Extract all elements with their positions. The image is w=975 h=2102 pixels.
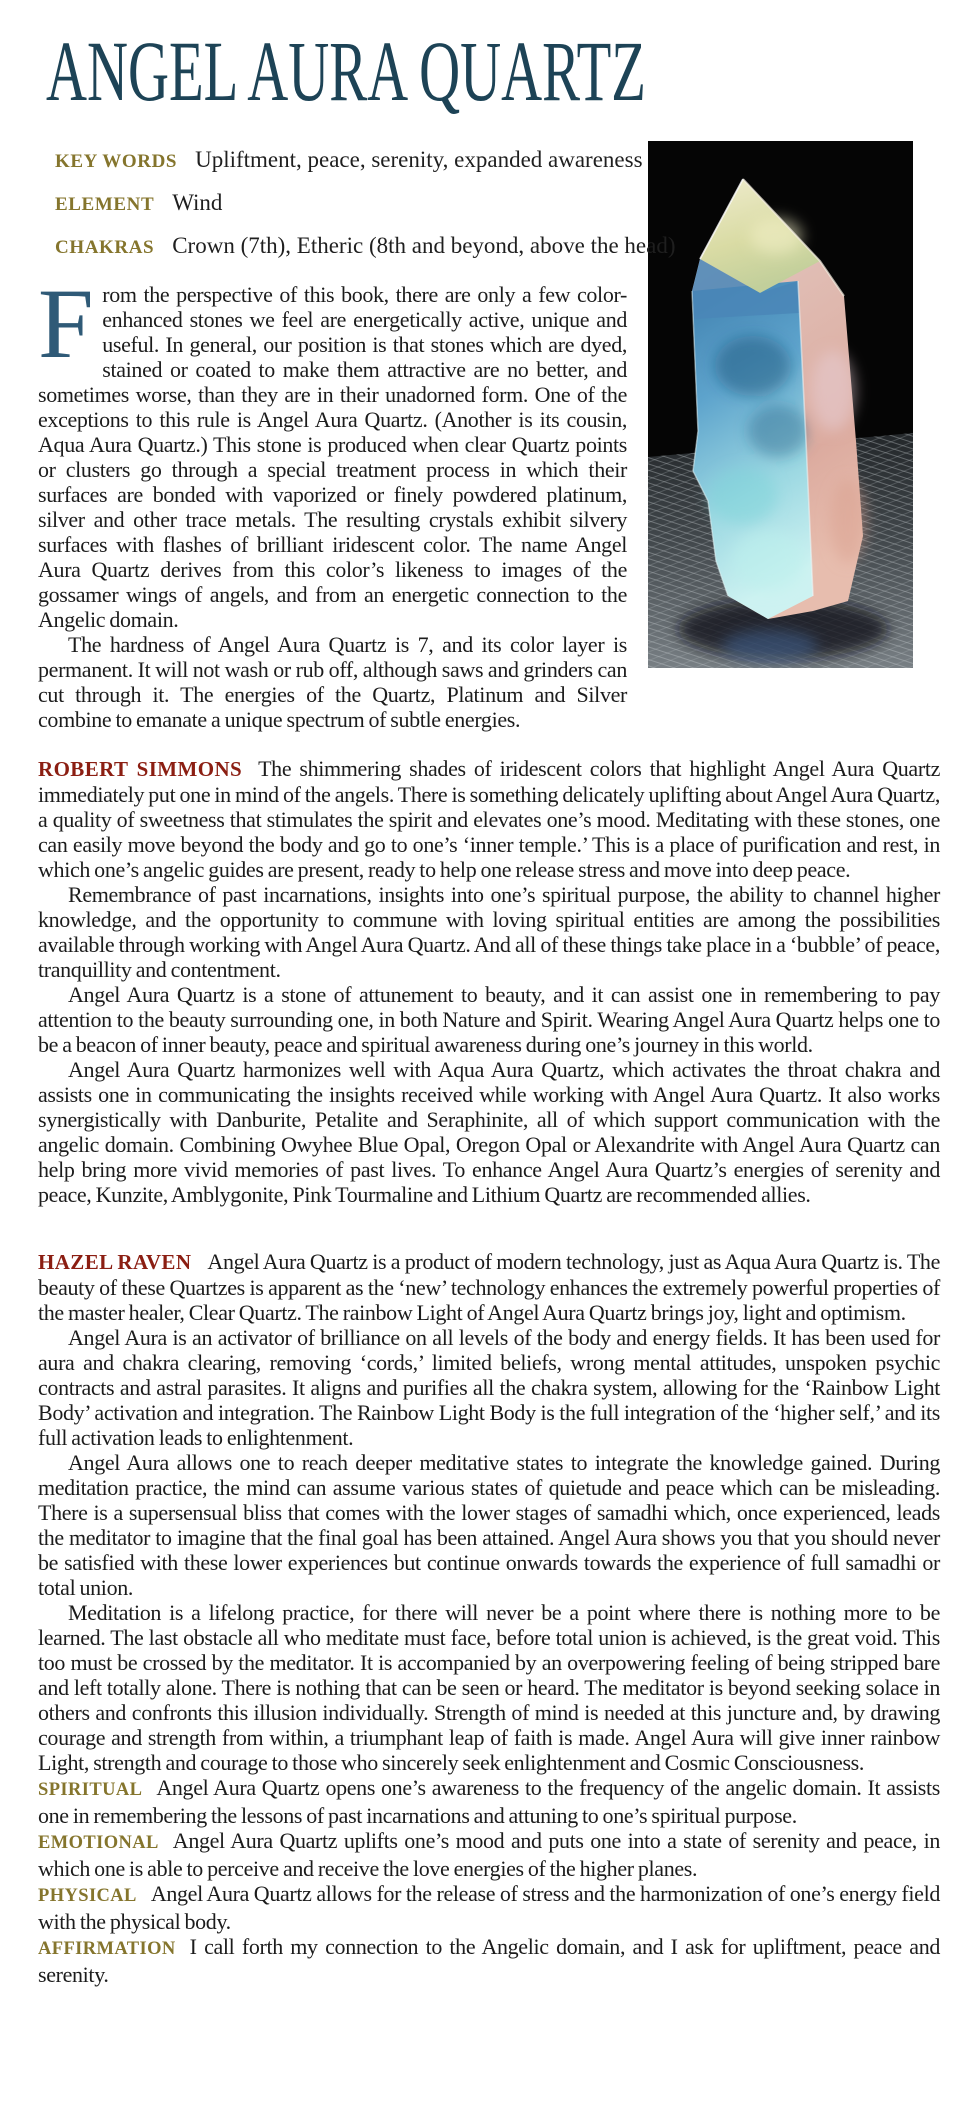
- raven-paragraph-1-text: Angel Aura Quartz is a product of modern technology, just as Aqua Aura Quartz is. The beauty of these Quartzes is apparent as the ‘new’ technology enhances the extremely powerful properties of the master healer, Clear Quartz. The rainbow Light of Angel Aura Quartz brings joy, light and optimism.: [38, 1249, 940, 1326]
- crystal-photo-art: [648, 141, 913, 668]
- property-label: CHAKRAS: [55, 237, 155, 259]
- raven-paragraph-3: Angel Aura allows one to reach deeper meditative states to integrate the knowledge gained. During meditation practice, the mind can assume various states of quietude and peace which can be misleading. There is a supersensual bliss that comes with the lower stages of samadhi which, once experienced, leads the meditator to imagine that the final goal has been attained. Angel Aura shows you that you should never be satisfied with these lower experiences but continue onwards towards the experience of full samadhi or total union.: [38, 1450, 940, 1601]
- property-value: Upliftment, peace, serenity, expanded awareness: [195, 147, 643, 173]
- attribute-label-spiritual: SPIRITUAL: [38, 1780, 143, 1801]
- drop-cap: F: [38, 268, 94, 380]
- crystal-photo: [648, 141, 913, 668]
- raven-paragraph-1: [38, 1249, 940, 1325]
- emotional-paragraph: [38, 1828, 940, 1881]
- simmons-paragraph-4: Angel Aura Quartz harmonizes well with Aqua Aura Quartz, which activates the throat chakra and assists one in communicating the insights received while working with Angel Aura Quartz. It also works synergistically with Danburite, Petalite and Seraphinite, all of which support communication with the angelic domain. Combining Owyhee Blue Opal, Oregon Opal or Alexandrite with Angel Aura Quartz can help bring more vivid memories of past lives. To enhance Angel Aura Quartz’s energies of serenity and peace, Kunzite, Amblygonite, Pink Tourmaline and Lithium Quartz are recommended allies.: [38, 1057, 940, 1208]
- affirmation-text: I call forth my connection to the Angelic domain, and I ask for upliftment, peace and serenity.: [38, 1934, 940, 1988]
- affirmation-paragraph: [38, 1934, 940, 1987]
- crystal-reflection: [722, 630, 818, 662]
- spiritual-paragraph: [38, 1775, 940, 1828]
- section-hazel-raven: [38, 1249, 940, 1775]
- simmons-paragraph-3: Angel Aura Quartz is a stone of attunement to beauty, and it can assist one in remembering to pay attention to the beauty surrounding one, in both Nature and Spirit. Wearing Angel Aura Quartz helps one to be a beacon of inner beauty, peace and spiritual awareness during one’s journey in this world.: [38, 982, 940, 1058]
- author-heading-simmons: ROBERT SIMMONS: [38, 757, 243, 782]
- intro-paragraph-2: The hardness of Angel Aura Quartz is 7, and its color layer is permanent. It will not wash or rub off, although saws and grinders can cut through it. The energies of the Quartz, Platinum and Silver combine to emanate a unique spectrum of subtle energies.: [38, 632, 627, 733]
- raven-paragraph-2: Angel Aura is an activator of brilliance on all levels of the body and energy fields. It has been used for aura and chakra clearing, removing ‘cords,’ limited beliefs, wrong mental attitudes, unspoken psychic contracts and astral parasites. It aligns and purifies all the chakra system, allowing for the ‘Rainbow Light Body’ activation and integration. The Rainbow Light Body is the full integration of the ‘higher self,’ and its full activation leads to enlightenment.: [38, 1325, 940, 1451]
- attribute-label-physical: PHYSICAL: [38, 1886, 137, 1907]
- property-value: Crown (7th), Etheric (8th and beyond, above the head): [172, 233, 676, 259]
- attribute-label-emotional: EMOTIONAL: [38, 1833, 159, 1854]
- property-value: Wind: [172, 190, 223, 216]
- intro-paragraph-1-text: rom the perspective of this book, there are only a few color-enhanced stones we feel are energetically active, unique and useful. In general, our position is that stones which are dyed, stained or coated to make them attractive are no better, and sometimes worse, than they are in their unadorned form. One of the exceptions to this rule is Angel Aura Quartz. (Another is its cousin, Aqua Aura Quartz.) This stone is produced when clear Quartz points or clusters go through a special treatment process in which their surfaces are bonded with vaporized or finely powdered platinum, silver and other trace metals. The resulting crystals exhibit silvery surfaces with flashes of brilliant iridescent color. The name Angel Aura Quartz derives from this color’s likeness to images of the gossamer wings of angels, and from an energetic connection to the Angelic domain.: [38, 282, 627, 633]
- attributes-section: [38, 1775, 940, 1987]
- simmons-paragraph-2: Remembrance of past incarnations, insights into one’s spiritual purpose, the ability to channel higher knowledge, and the opportunity to commune with loving spiritual entities are among the possibilities available through working with Angel Aura Quartz. And all of these things take place in a ‘bubble’ of peace, tranquillity and contentment.: [38, 882, 940, 983]
- physical-text: Angel Aura Quartz allows for the release of stress and the harmonization of one’s energy field with the physical body.: [38, 1881, 940, 1935]
- page-title: ANGEL AURA QUARTZ: [46, 23, 646, 119]
- property-label: KEY WORDS: [55, 151, 178, 173]
- spiritual-text: Angel Aura Quartz opens one’s awareness to the frequency of the angelic domain. It assists one in remembering the lessons of past incarnations and attuning to one’s spiritual purpose.: [38, 1775, 940, 1829]
- simmons-paragraph-1: [38, 756, 940, 882]
- simmons-paragraph-1-text: The shimmering shades of iridescent colors that highlight Angel Aura Quartz immediately put one in mind of the angels. There is something delicately uplifting about Angel Aura Quartz, a quality of sweetness that stimulates the spirit and elevates one’s mood. Meditating with these stones, one can easily move beyond the body and go to one’s ‘inner temple.’ This is a place of purification and rest, in which one’s angelic guides are present, ready to help one release stress and move into deep peace.: [38, 756, 940, 883]
- physical-paragraph: [38, 1881, 940, 1934]
- author-heading-raven: HAZEL RAVEN: [38, 1250, 192, 1275]
- section-robert-simmons: [38, 756, 940, 1207]
- property-label: ELEMENT: [55, 194, 155, 216]
- attribute-label-affirmation: AFFIRMATION: [38, 1939, 176, 1960]
- intro-section: [38, 139, 940, 732]
- raven-paragraph-4: Meditation is a lifelong practice, for there will never be a point where there is nothing more to be learned. The last obstacle all who meditate must face, before total union is achieved, is the great void. This too must be crossed by the meditator. It is accompanied by an overpowering feeling of being stripped bare and left totally alone. There is nothing that can be seen or heard. The meditator is beyond seeking solace in others and confronts this illusion individually. Strength of mind is needed at this juncture and, by drawing courage and strength from within, a triumphant leap of faith is made. Angel Aura will give inner rainbow Light, strength and courage to those who sincerely seek enlightenment and Cosmic Consciousness.: [38, 1600, 940, 1776]
- emotional-text: Angel Aura Quartz uplifts one’s mood and puts one into a state of serenity and peace, in which one is able to perceive and receive the love energies of the higher planes.: [38, 1828, 940, 1882]
